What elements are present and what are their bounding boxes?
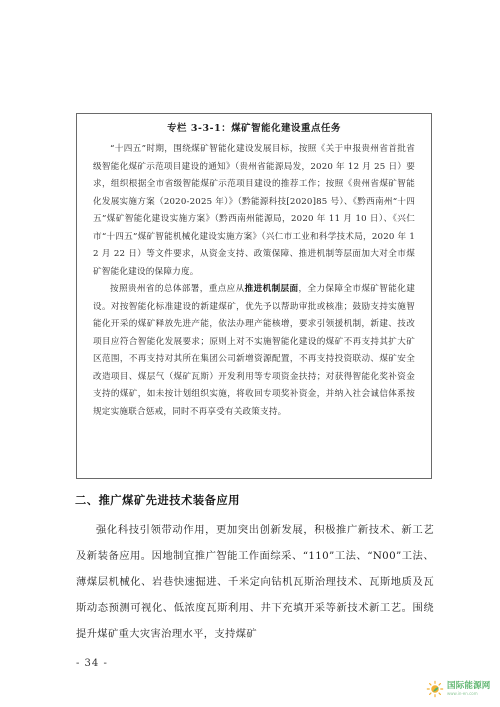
page-number: - 34 - bbox=[76, 658, 108, 669]
sun-leaf-icon bbox=[426, 680, 444, 698]
watermark-url: www.in-en.com bbox=[447, 691, 478, 696]
watermark bbox=[426, 680, 491, 698]
section-heading: 二、推广煤矿先进技术装备应用 bbox=[75, 494, 241, 507]
paragraph-2-rest: ，全力保障全市煤矿智能化建设。对按智能化标准建设的新建煤矿，优先予以帮助审批或核准；鼓励支持实施智能化开采的煤矿释放先进产能，依法办理产能核增，要求引领援机制，新建、技改项目应符合智能化发展要求；原则上对不实施智能化建设的煤矿不再支持其扩大矿区范围，不再支持对其所在集团公司新增资源配置，不再支持投资联动、煤矿安全改造项目、煤层气（煤矿瓦斯）开发利用等专项资金扶持；对获得智能化奖补资金支持的煤矿，如未按计划组织实施，将收回专项奖补资金，并纳入社会诚信体系按规定实施联合惩戒，同时不再享受有关政策支持。 bbox=[93, 284, 415, 417]
feature-box-title: 专栏 3-3-1：煤矿智能化建设重点任务 bbox=[167, 123, 341, 134]
watermark-text: 国际能源网 bbox=[447, 681, 491, 691]
watermark-text-group bbox=[447, 682, 491, 696]
paragraph-2-emphasis: 推进机制层面 bbox=[244, 284, 299, 294]
paragraph-2-lead: 按照贵州省的总体部署，重点应从 bbox=[110, 284, 245, 294]
feature-box bbox=[76, 113, 432, 479]
section-body-paragraph: 强化科技引领带动作用，更加突出创新发展，积极推广新技术、新工艺及新装备应用。因地制宜推广智能工作面综采、“110”工法、“N00”工法、薄煤层机械化、岩巷快速掘进、千米定向钻机瓦斯治理技术、瓦斯地质及瓦斯动态预测可视化、低浓度瓦斯利用、井下充填开采等新技术新工艺。围绕提升煤矿重大灾害治理水平，支持煤矿 bbox=[76, 524, 434, 640]
feature-box-paragraph-1: “十四五”时期，围绕煤矿智能化建设发展目标，按照《关于申报贵州省首批省级智能化煤矿示范项目建设的通知》（贵州省能源局发，2020 年 12 月 25 日）要求，组织根据全市省级智能煤矿示范项目建设的推荐工作；按照《贵州省煤矿智能化发展实施方案（2020-2025 年）》（黔能源科技[2020]85 号）、《黔西南州“十四五”煤矿智能化建设实施方案》（黔西南州能源局，2020 年 11 月 10 日）、《兴仁市“十四五”煤矿智能机械化建设实施方案》（兴仁市工业和科学技术局，2020 年 12 月 22 日）等文件要求，从资金支持、政策保障、推进机制等层面加大对全市煤矿智能化建设的保障力度。 bbox=[93, 144, 415, 277]
feature-box-paragraph-2 bbox=[93, 281, 415, 421]
